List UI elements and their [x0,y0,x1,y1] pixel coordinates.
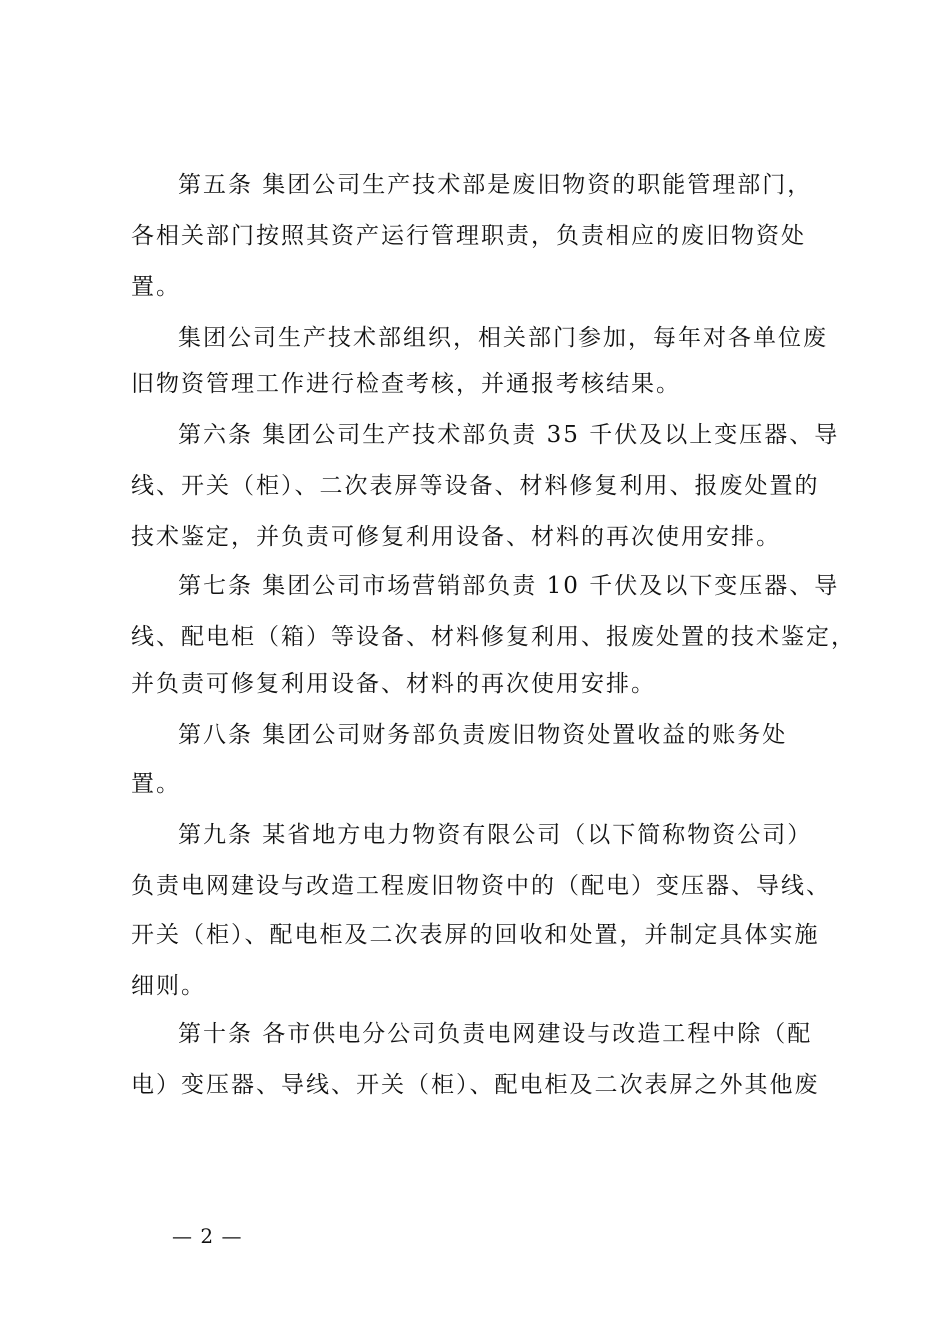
article-8-line-2: 置。 [131,771,181,797]
article-9-line-1: 第九条 某省地方电力物资有限公司（以下简称物资公司） [178,822,813,848]
article-9-line-3: 开关（柜）、配电柜及二次表屏的回收和处置，并制定具体实施 [131,922,820,948]
article-7-line-2: 线、配电柜（箱）等设备、材料修复利用、报废处置的技术鉴定， [131,624,856,650]
article-5-line-3: 置。 [131,274,181,300]
article-5-paragraph-2-line-1: 集团公司生产技术部组织，相关部门参加，每年对各单位废 [178,325,828,351]
article-10-line-2: 电）变压器、导线、开关（柜）、配电柜及二次表屏之外其他废 [131,1072,820,1098]
article-6-line-2: 线、开关（柜）、二次表屏等设备、材料修复利用、报废处置的 [131,473,820,499]
article-6-line-1: 第六条 集团公司生产技术部负责 35 千伏及以上变压器、导 [178,422,840,448]
article-10-line-1: 第十条 各市供电分公司负责电网建设与改造工程中除（配 [178,1021,813,1047]
article-8-line-1: 第八条 集团公司财务部负责废旧物资处置收益的账务处 [178,722,788,748]
article-5-paragraph-2-line-2: 旧物资管理工作进行检查考核，并通报考核结果。 [131,371,681,397]
article-5-line-1: 第五条 集团公司生产技术部是废旧物资的职能管理部门， [178,172,813,198]
article-9-line-2: 负责电网建设与改造工程废旧物资中的（配电）变压器、导线、 [131,873,831,899]
page-number: — 2 — [172,1224,243,1248]
article-7-line-3: 并负责可修复利用设备、材料的再次使用安排。 [131,671,656,697]
article-5-line-2: 各相关部门按照其资产运行管理职责，负责相应的废旧物资处 [131,223,806,249]
article-7-line-1: 第七条 集团公司市场营销部负责 10 千伏及以下变压器、导 [178,573,840,599]
article-9-line-4: 细则。 [131,973,206,999]
article-6-line-3: 技术鉴定，并负责可修复利用设备、材料的再次使用安排。 [131,524,781,550]
